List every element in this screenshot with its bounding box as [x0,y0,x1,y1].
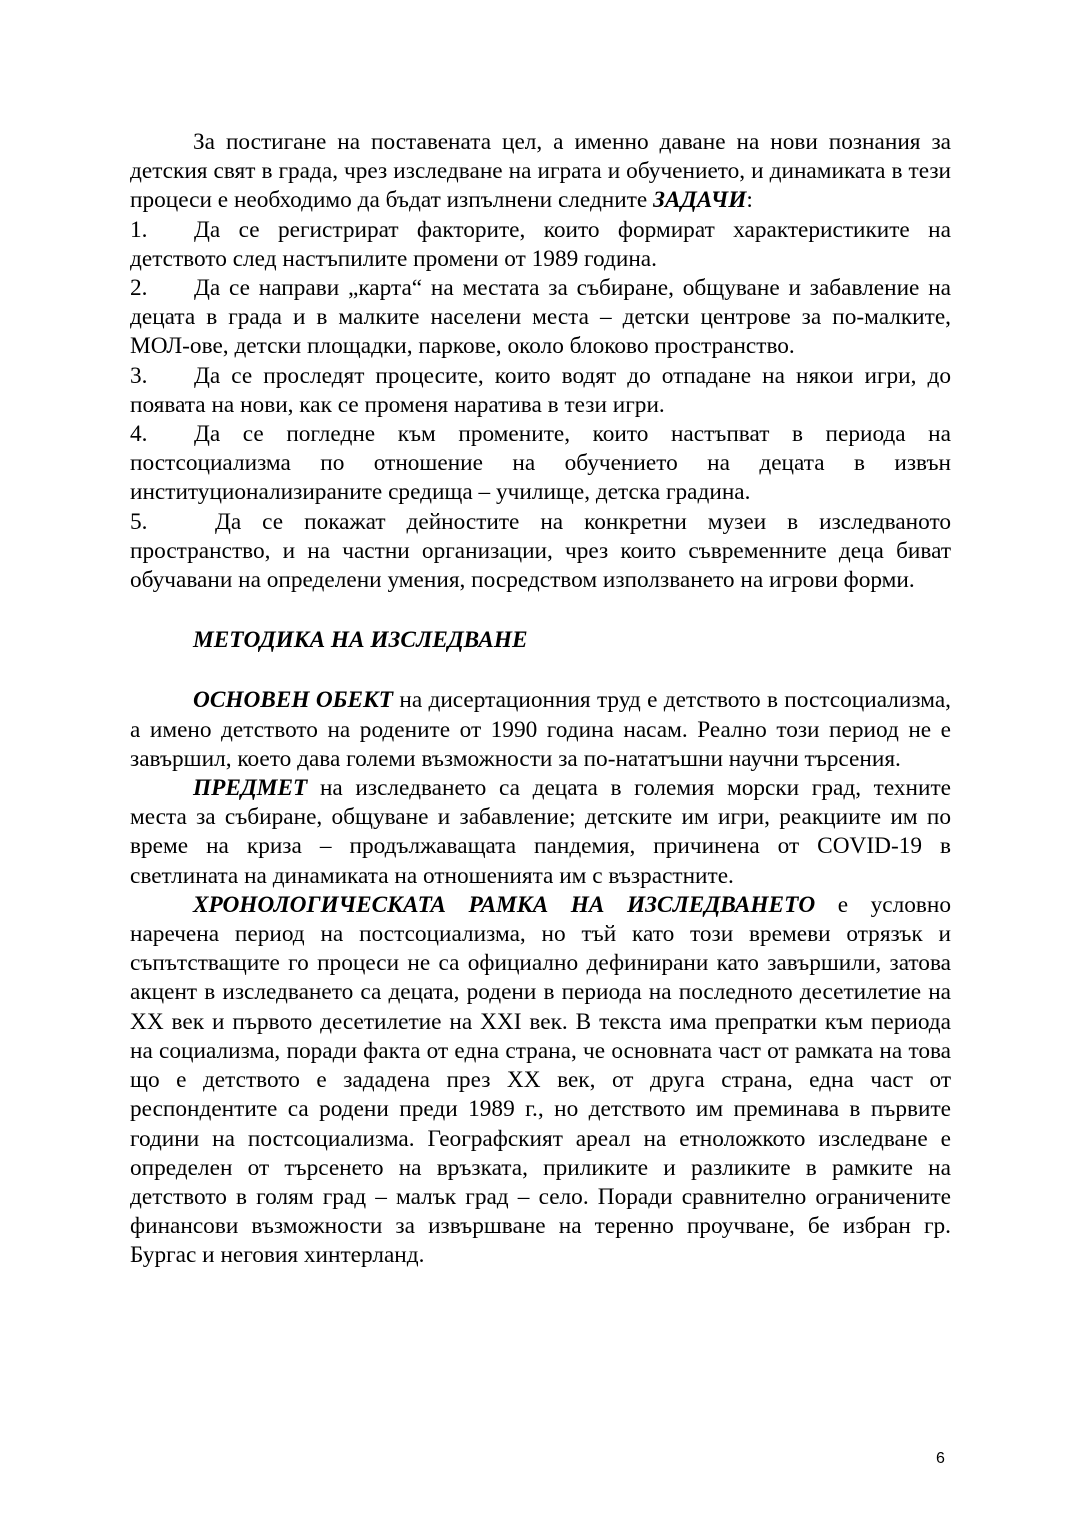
task-number: 1. [130,216,148,243]
chronology-paragraph [130,891,951,1271]
subject-text: на изследването са децата в големия морски град, техните места за събиране, общуване и забавление; детските им игри, реакциите им по време на криза – продължаващата пандемия, причинена от COVID-19 в светлината на динамиката на отношенията им с възрастните. [130,775,951,889]
chronology-text: е условно наречена период на постсоциализма, но тъй като този времеви отрязък и съпътстващите го процеси не са официално дефинирани като завършили, затова акцент в изследването са децата, родени в периода на последното десетилетие на ХХ век и първото десетилетие на XXI век. В текста има препратки към периода на социализма, поради факта от една страна, че основната част от рамката на това що е детството е зададена през ХХ век, от друга страна, една част от респондентите са родени преди 1989 г., но детството им преминава в първите години на постсоциализма. Географският ареал на етноложкото изследване е определен от търсенето на връзката, приликите и разликите в рамките на детството в голям град – малък град – село. Поради сравнително ограничените финансови възможности за извършване на теренно проучване, бе избран гр. Бургас и неговия хинтерланд. [130,891,951,1269]
methodology-heading: МЕТОДИКА НА ИЗСЛЕДВАНЕ [193,627,528,654]
task-text: Да се регистрират факторите, които формират характеристиките на детството след настъпилите промени от 1989 година. [130,216,951,272]
task-item [130,362,951,420]
section-spacer [130,655,951,686]
task-item [130,508,951,596]
task-text: Да се направи „карта“ на местата за събиране, общуване и забавление на децата в града и в малките населени места – детски центрове за по-малките, МОЛ-ове, детски площадки, паркове, около блоково пространство. [130,275,951,360]
page-number: 6 [936,1450,945,1467]
task-number: 3. [130,362,148,389]
page-body [130,128,951,1271]
intro-paragraph [130,128,951,216]
subject-paragraph [130,774,951,891]
task-text: Да се погледне към промените, които настъпват в периода на постсоциализма по отношение на обучението на децата в извън институционализираните средища – училище, детска градина. [130,421,951,506]
intro-colon: : [746,187,753,214]
tasks-emphasis: ЗАДАЧИ [653,187,747,214]
object-paragraph [130,686,951,774]
task-text: Да се покажат дейностите на конкретни музеи в изследваното пространство, и на частни организации, чрез които съвременните деца биват обучавани на определени умения, посредством използването на игрови форми. [130,508,951,594]
subject-label: ПРЕДМЕТ [193,775,308,802]
task-number: 5. [130,508,148,535]
task-item [130,216,951,274]
chronology-label: ХРОНОЛОГИЧЕСКАТА РАМКА НА ИЗСЛЕДВАНЕТО [193,891,816,918]
section-spacer [130,595,951,626]
object-text: на дисертационния труд е детството в постсоциализма, а имено детството на родените от 1990 година насам. Реално този период не е завършил, което дава големи възможности за по-нататъшни научни търсения. [130,687,951,772]
task-item [130,274,951,362]
task-item [130,420,951,508]
task-text: Да се проследят процесите, които водят до отпадане на някои игри, до появата на нови, как се променя наратива в тези игри. [130,362,951,418]
object-label: ОСНОВЕН ОБЕКТ [193,687,394,714]
task-number: 2. [130,275,148,302]
task-number: 4. [130,421,148,448]
intro-text: За постигане на поставената цел, а именно даване на нови познания за детския свят в града, чрез изследване на играта и обучението, и динамиката в тези процеси е необходимо да бъдат изпълнени следните [130,129,951,214]
